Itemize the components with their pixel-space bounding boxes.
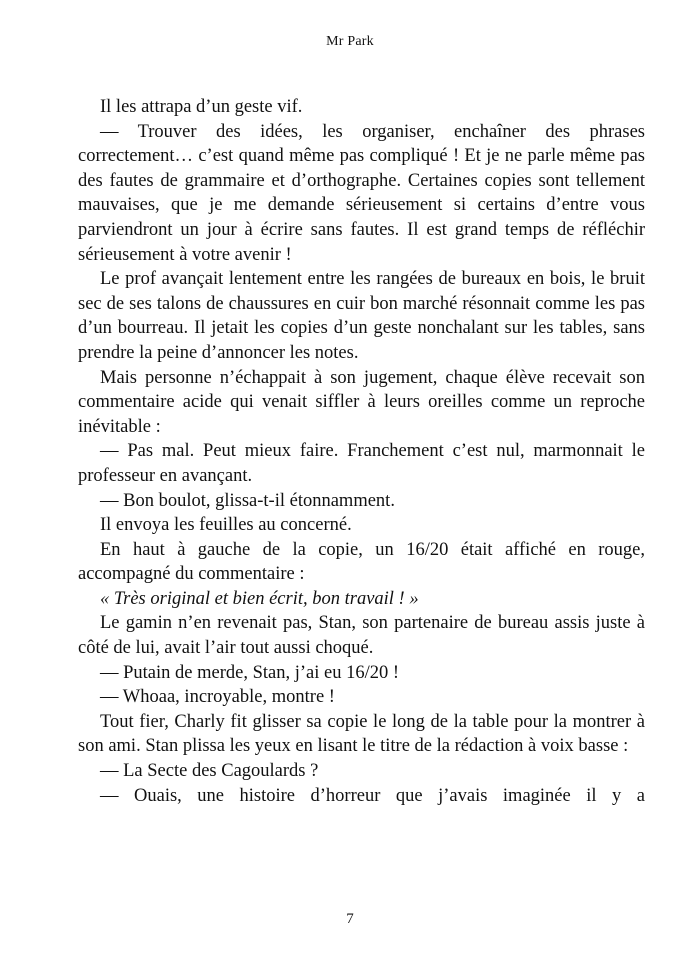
paragraph: Mais personne n’échappait à son jugement, chaque élève recevait son commentaire acide qui venait siffler à leurs oreilles comme un reproche inévitable :: [78, 367, 645, 437]
running-header: Mr Park: [326, 34, 374, 49]
quoted-comment: « Très original et bien écrit, bon travail ! »: [100, 588, 419, 609]
paragraph: — Trouver des idées, les organiser, enchaîner des phrases correctement… c’est quand même pas compliqué ! Et je ne parle même pas des fautes de grammaire et d’orthographe. Certaines copies sont tellement mauvaises, que je me demande sérieusement si certains d’entre vous parviendront un jour à écrire sans fautes. Il est grand temps de réfléchir sérieusement à votre avenir !: [78, 121, 645, 265]
paragraph: — Ouais, une histoire d’horreur que j’avais imaginée il y a: [100, 785, 645, 806]
body-text: [78, 95, 645, 808]
paragraph: En haut à gauche de la copie, un 16/20 était affiché en rouge, accompagné du commentaire :: [78, 539, 645, 585]
paragraph: — Whoaa, incroyable, montre !: [100, 687, 335, 708]
paragraph: Le gamin n’en revenait pas, Stan, son partenaire de bureau assis juste à côté de lui, avait l’air tout aussi choqué.: [78, 613, 645, 659]
paragraph: Tout fier, Charly fit glisser sa copie le long de la table pour la montrer à son ami. Stan plissa les yeux en lisant le titre de la rédaction à voix basse :: [78, 711, 645, 757]
paragraph: — Putain de merde, Stan, j’ai eu 16/20 !: [100, 662, 400, 683]
page-number: 7: [346, 911, 354, 927]
paragraph: — Bon boulot, glissa-t-il étonnamment.: [100, 490, 395, 511]
paragraph: Le prof avançait lentement entre les rangées de bureaux en bois, le bruit sec de ses talons de chaussures en cuir bon marché résonnait comme les pas d’un bourreau. Il jetait les copies d’un geste nonchalant sur les tables, sans prendre la peine d’annoncer les notes.: [78, 269, 645, 363]
paragraph: Il envoya les feuilles au concerné.: [100, 515, 352, 536]
paragraph: — La Secte des Cagoulards ?: [100, 761, 319, 782]
paragraph: — Pas mal. Peut mieux faire. Franchement c’est nul, marmonnait le professeur en avançant.: [78, 441, 645, 486]
paragraph: Il les attrapa d’un geste vif.: [100, 97, 303, 117]
